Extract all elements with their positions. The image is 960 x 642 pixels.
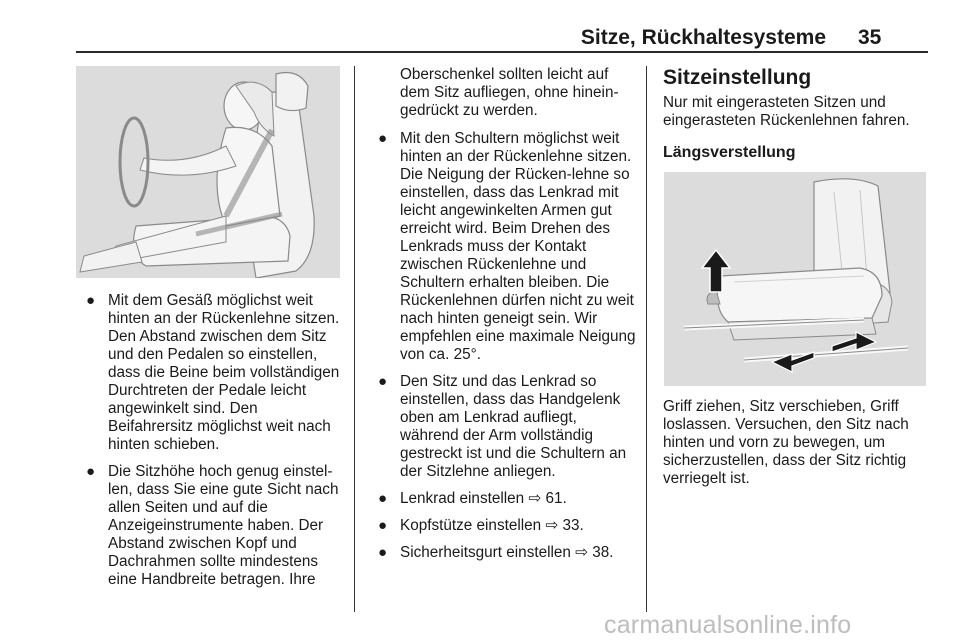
list-item — [372, 130, 638, 364]
bullet-text: Sicherheitsgurt einstellen ⇨ 38. — [400, 544, 614, 561]
bullet-text: Kopfstütze einstellen ⇨ 33. — [400, 517, 584, 534]
driver-posture-drawing — [76, 66, 340, 278]
bullet-text: Lenkrad einstellen ⇨ 61. — [400, 490, 567, 507]
list-item — [80, 292, 342, 454]
middle-bullet-list — [372, 130, 638, 562]
bullet-glyph: ● — [378, 373, 388, 390]
list-item — [80, 463, 342, 589]
bullet-text: Mit dem Gesäß möglichst weit hinten an der Rückenlehne sitzen. Den Abstand zwischen dem Sitz und den Pedalen so einstellen, dass die Beine beim vollständigen Durchtreten der Pedale leicht angewinkelt sind. Den Beifahrersitz möglichst weit nach hinten schieben. — [108, 292, 340, 453]
left-column — [80, 292, 342, 598]
bullet-text: Mit den Schultern möglichst weit hinten an der Rückenlehne sitzen. Die Neigung der Rücken-lehne so einstellen, dass das Lenkrad mit leicht angewinkelten Armen gut erreicht wird. Beim Drehen des Lenkrads muss der Kontakt zwischen Rückenlehne und Schultern erhalten bleiben. Die Rückenlehnen dürfen nicht zu weit nach hinten geneigt sein. Wir empfehlen eine maximale Neigung von ca. 25°. — [400, 130, 636, 363]
list-item — [372, 373, 638, 481]
bullet-glyph: ● — [378, 517, 388, 534]
bullet-text: Die Sitzhöhe hoch genug einstel-len, dass Sie eine gute Sicht nach allen Seiten und auf die Anzeigeinstrumente haben. Der Abstand zwischen Kopf und Dachrahmen sollte mindestens eine Handbreite betragen. Ihre — [108, 463, 339, 588]
continuation-span: Oberschenkel sollten leicht auf dem Sitz aufliegen, ohne hinein-gedrückt zu werden. — [400, 66, 619, 119]
right-column — [663, 66, 933, 162]
bullet-glyph: ● — [378, 544, 388, 561]
list-item — [372, 490, 638, 508]
bullet-glyph: ● — [86, 292, 96, 309]
header-title: Sitze, Rückhaltesysteme — [580, 26, 826, 49]
bullet-glyph: ● — [378, 130, 388, 147]
right-column-lower — [663, 398, 933, 498]
bullet-glyph: ● — [86, 463, 96, 480]
list-item — [372, 544, 638, 562]
subsection-title: Längsverstellung — [663, 144, 796, 161]
middle-column — [372, 66, 638, 571]
header-rule — [76, 51, 928, 53]
bullet-text: Den Sitz und das Lenkrad so einstellen, dass das Handgelenk oben am Lenkrad aufliegt, während der Arm vollständig gestreckt ist und die Schultern an der Sitzlehne anliegen. — [400, 373, 627, 480]
seat-adjustment-drawing — [664, 172, 926, 386]
left-bullet-list — [80, 292, 342, 589]
column-divider-right — [646, 66, 647, 612]
watermark: carmanualsonline.info — [604, 611, 852, 639]
list-item — [372, 517, 638, 535]
intro-text: Nur mit eingerasteten Sitzen und eingerasteten Rückenlehnen fahren. — [663, 94, 910, 129]
column-divider-left — [354, 66, 355, 612]
bullet-glyph: ● — [378, 490, 388, 507]
seat-adjustment-illustration — [664, 172, 926, 386]
driver-posture-illustration — [76, 66, 340, 278]
page-number: 35 — [858, 26, 882, 49]
instruction-text: Griff ziehen, Sitz verschieben, Griff loslassen. Versuchen, den Sitz nach hinten und vorn zu bewegen, um sicherzustellen, dass der Sitz richtig verriegelt ist. — [663, 398, 909, 487]
section-title: Sitzeinstellung — [663, 66, 812, 89]
continuation-text — [372, 66, 638, 120]
